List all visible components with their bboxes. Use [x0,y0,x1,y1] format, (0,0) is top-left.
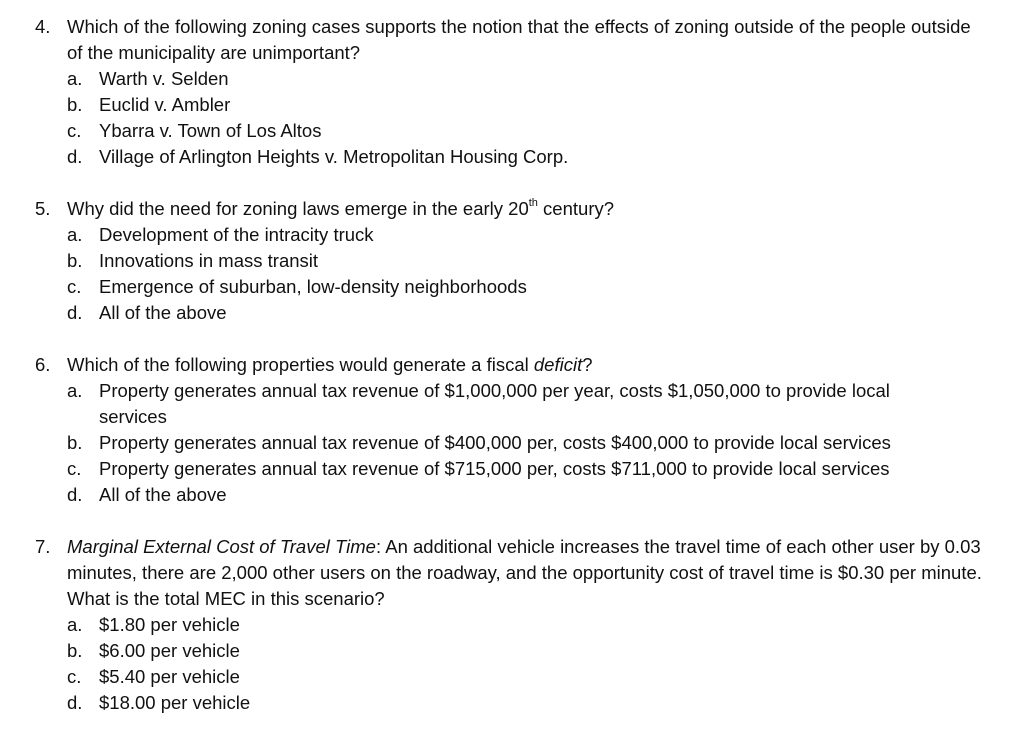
option-letter: c. [67,276,82,297]
option-text: All of the above [99,484,227,505]
option-d [0,482,1000,508]
option-letter: a. [67,380,83,401]
option-d [0,300,1000,326]
option-letter: b. [67,432,83,453]
option-a [0,222,1000,248]
option-letter: c. [67,120,82,141]
option-a [0,66,1000,92]
option-letter: a. [67,614,83,635]
option-letter: a. [67,224,83,245]
option-letter: d. [67,484,83,505]
option-text: Emergence of suburban, low-density neighborhoods [99,276,527,297]
question-number: 6. [35,354,51,375]
option-a [0,378,1000,430]
option-c [0,664,1000,690]
option-d [0,144,1000,170]
emphasized-text: Marginal External Cost of Travel Time [67,536,376,557]
option-c [0,118,1000,144]
option-letter: b. [67,250,83,271]
option-a [0,612,1000,638]
option-b [0,638,1000,664]
question-text [67,196,987,222]
question-text [67,352,987,378]
option-c [0,274,1000,300]
option-text: Development of the intracity truck [99,224,374,245]
option-letter: d. [67,146,83,167]
option-text: All of the above [99,302,227,323]
question-text: Which of the following zoning cases supports the notion that the effects of zoning outside of the people outside of the municipality are unimportant? [67,16,971,63]
option-text: Ybarra v. Town of Los Altos [99,120,322,141]
option-text: Euclid v. Ambler [99,94,231,115]
question-text-part: Why did the need for zoning laws emerge in the early 20 [67,198,529,219]
option-b [0,430,1000,456]
option-letter: b. [67,94,83,115]
option-letter: c. [67,458,82,479]
question-number: 7. [35,536,51,557]
option-text: Village of Arlington Heights v. Metropolitan Housing Corp. [99,146,569,167]
option-text: $1.80 per vehicle [99,614,240,635]
option-letter: d. [67,302,83,323]
question-text-part: ? [582,354,593,375]
question-7 [0,534,1000,716]
option-letter: b. [67,640,83,661]
question-text [67,534,987,612]
option-letter: a. [67,68,83,89]
question-text-part: Which of the following properties would generate a fiscal [67,354,534,375]
option-text: Property generates annual tax revenue of $715,000 per, costs $711,000 to provide local services [99,458,890,479]
option-text: Innovations in mass transit [99,250,319,271]
option-text: Warth v. Selden [99,68,229,89]
question-number: 4. [35,16,51,37]
option-text: Property generates annual tax revenue of $1,000,000 per year, costs $1,050,000 to provide local services [99,380,890,427]
option-b [0,248,1000,274]
superscript: th [528,196,538,209]
question-6 [0,352,1000,508]
question-text-part: : An additional vehicle increases the travel time of each other user by 0.03 minutes, there are 2,000 other users on the roadway, and the opportunity cost of travel time is $0.30 per minute. What is the total MEC in this scenario? [67,536,982,609]
option-text: $5.40 per vehicle [99,666,240,687]
emphasized-text: deficit [533,354,583,375]
option-text: Property generates annual tax revenue of $400,000 per, costs $400,000 to provide local services [99,432,891,453]
option-b [0,92,1000,118]
option-c [0,456,1000,482]
option-letter: d. [67,692,83,713]
option-text: $18.00 per vehicle [99,692,251,713]
question-number: 5. [35,198,51,219]
question-4 [0,14,1000,170]
option-d [0,690,1000,716]
question-5 [0,196,1000,326]
option-text: $6.00 per vehicle [99,640,240,661]
question-text-part: century? [537,198,615,219]
option-letter: c. [67,666,82,687]
